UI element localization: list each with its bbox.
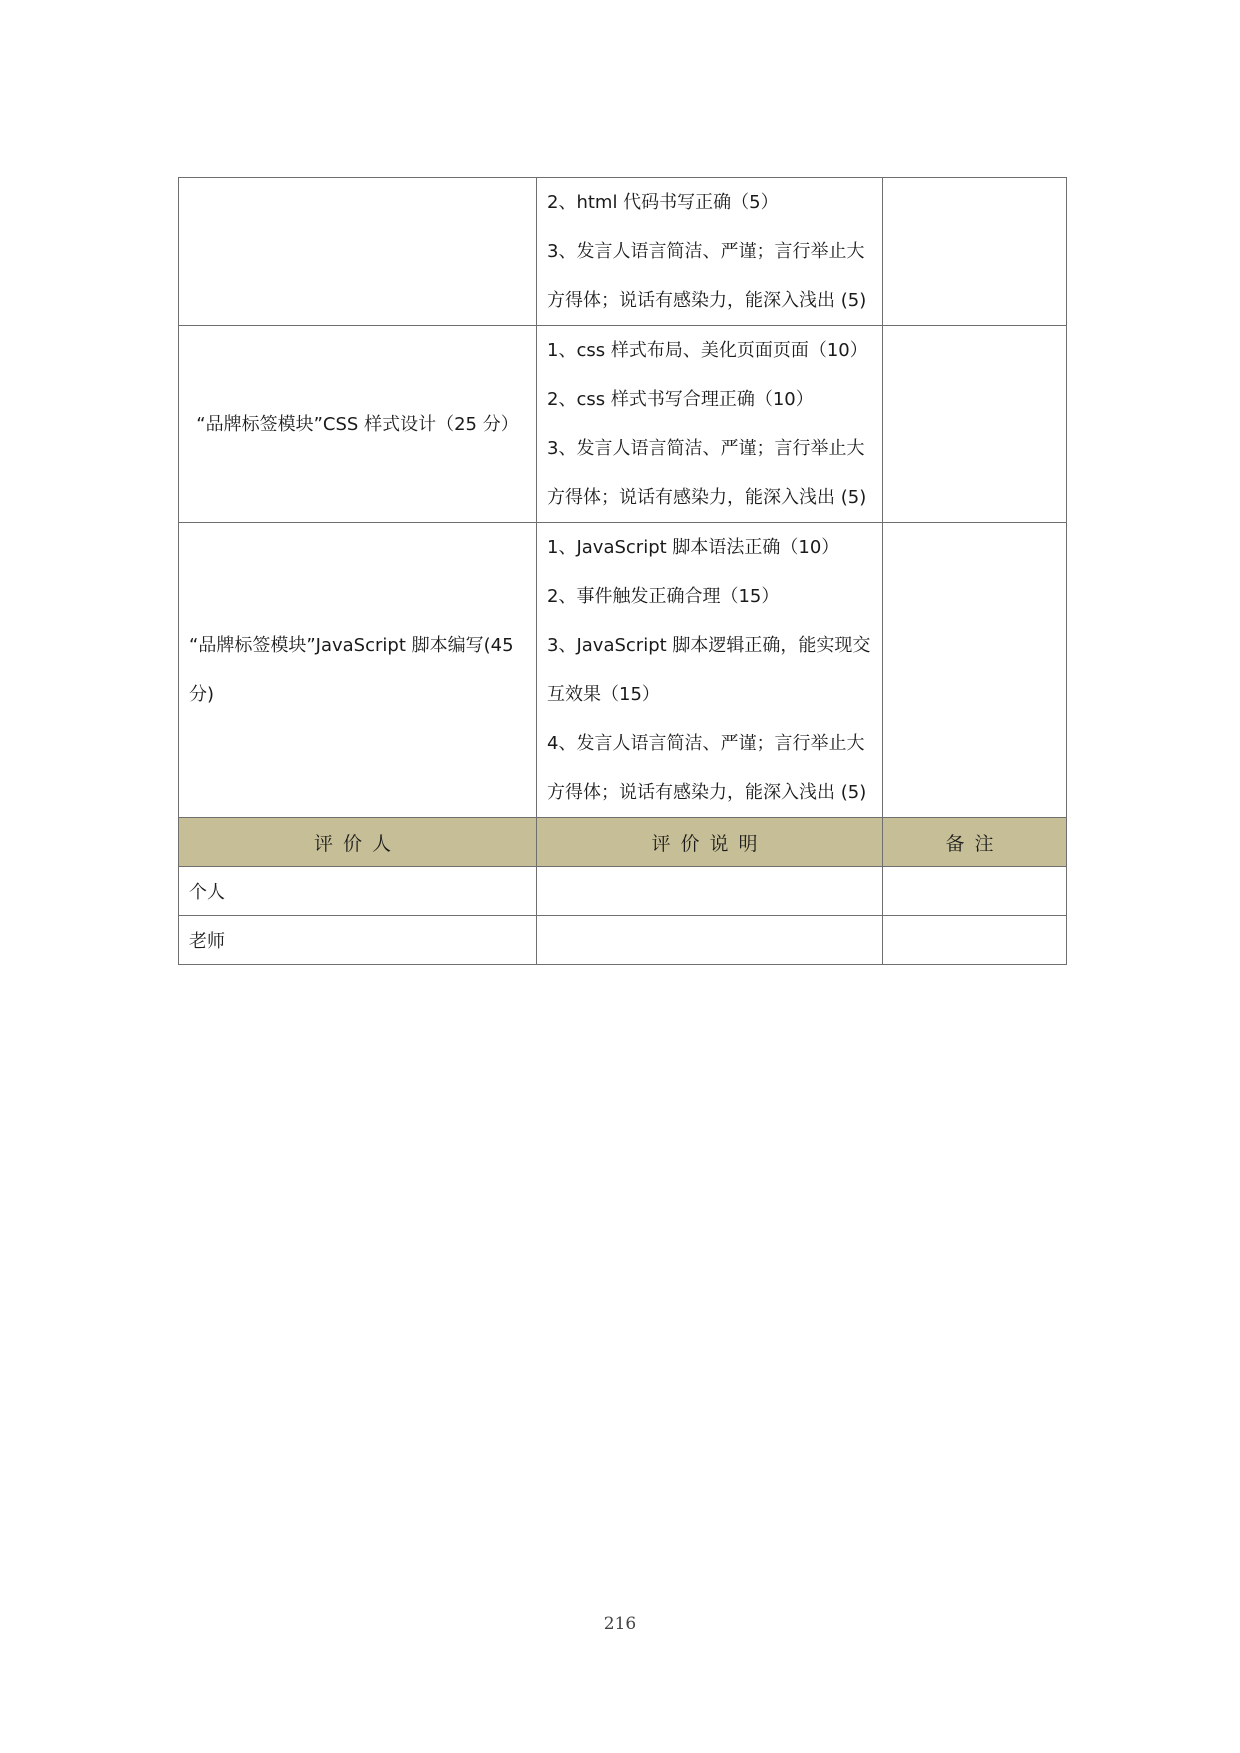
criteria-line: 1、JavaScript 脚本语法正确（10）	[547, 537, 840, 558]
header-remarks: 备注	[883, 818, 1067, 867]
criteria-line: 互效果（15）	[547, 684, 660, 705]
criteria-line: 方得体；说话有感染力，能深入浅出 (5)	[547, 782, 867, 803]
remark-cell[interactable]	[883, 916, 1067, 965]
criteria-line: 1、css 样式布局、美化页面页面（10）	[547, 340, 868, 361]
score-cell[interactable]	[883, 523, 1067, 818]
criteria-line: 3、发言人语言简洁、严谨；言行举止大	[547, 438, 865, 459]
table-row	[179, 523, 1067, 818]
header-evaluator: 评价人	[179, 818, 537, 867]
criteria-line: 2、css 样式书写合理正确（10）	[547, 389, 814, 410]
item-cell: “品牌标签模块”CSS 样式设计（25 分）	[179, 326, 537, 523]
criteria-line: 4、发言人语言简洁、严谨；言行举止大	[547, 733, 865, 754]
item-cell: “品牌标签模块”JavaScript 脚本编写(45 分)	[179, 523, 537, 818]
table-row	[179, 326, 1067, 523]
score-cell[interactable]	[883, 326, 1067, 523]
item-cell	[179, 178, 537, 326]
evaluator-row	[179, 916, 1067, 965]
table-row	[179, 178, 1067, 326]
evaluation-note-cell[interactable]	[537, 867, 883, 916]
criteria-line: 2、html 代码书写正确（5）	[547, 192, 779, 213]
evaluator-row	[179, 867, 1067, 916]
remark-cell[interactable]	[883, 867, 1067, 916]
evaluator-label: 老师	[179, 916, 537, 965]
criteria-line: 3、发言人语言简洁、严谨；言行举止大	[547, 241, 865, 262]
criteria-line: 2、事件触发正确合理（15）	[547, 586, 780, 607]
page-number: 216	[603, 1614, 637, 1634]
header-description: 评价说明	[537, 818, 883, 867]
score-cell[interactable]	[883, 178, 1067, 326]
criteria-cell	[537, 326, 883, 523]
evaluation-table	[178, 177, 1067, 965]
evaluation-note-cell[interactable]	[537, 916, 883, 965]
evaluator-label: 个人	[179, 867, 537, 916]
criteria-line: 方得体；说话有感染力，能深入浅出 (5)	[547, 487, 867, 508]
criteria-line: 3、JavaScript 脚本逻辑正确，能实现交	[547, 635, 871, 656]
criteria-cell	[537, 178, 883, 326]
criteria-line: 方得体；说话有感染力，能深入浅出 (5)	[547, 290, 867, 311]
evaluator-header-row	[179, 818, 1067, 867]
criteria-cell	[537, 523, 883, 818]
